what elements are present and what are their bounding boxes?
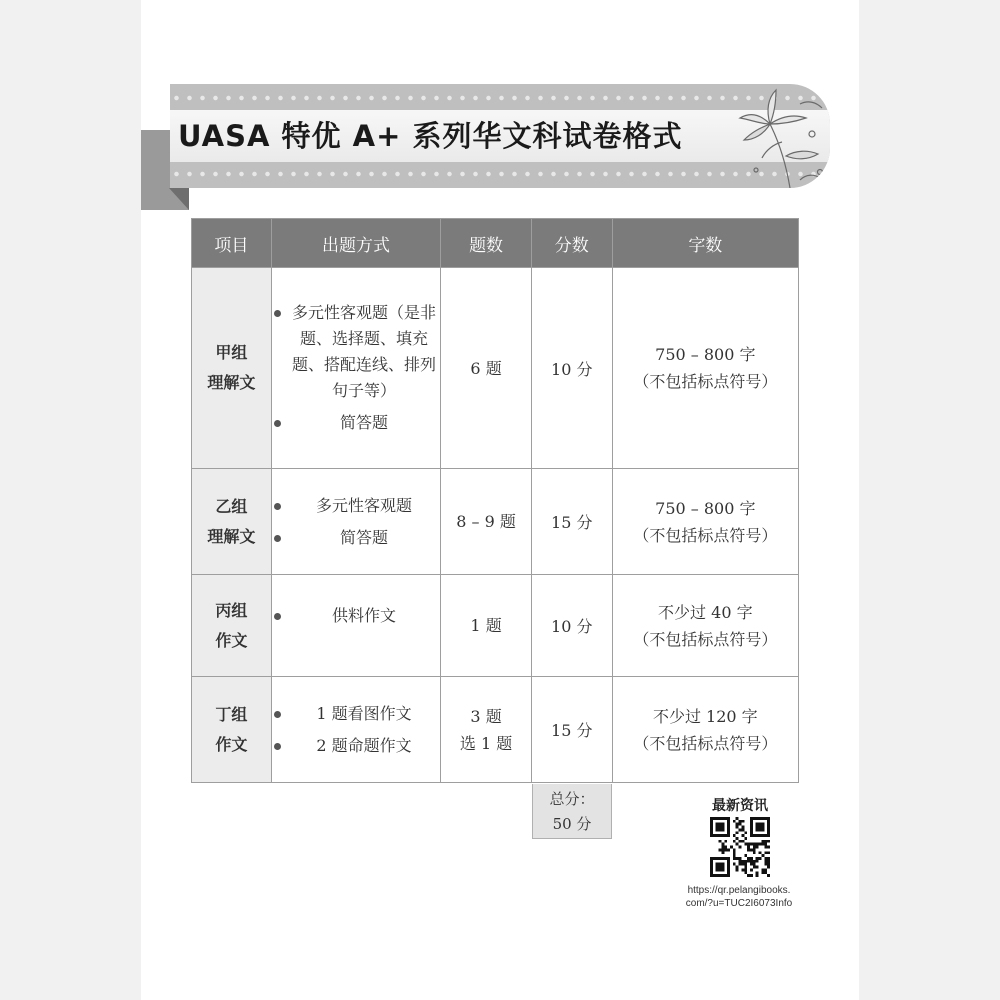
total-value: 50 分 <box>552 815 592 833</box>
count-cell: 6 题 <box>441 268 532 469</box>
words-cell: 750 – 800 字 （不包括标点符号） <box>612 268 798 469</box>
count-cell: 3 题 选 1 题 <box>441 677 532 783</box>
score-cell: 15 分 <box>531 469 612 575</box>
table-row <box>192 268 799 469</box>
method-cell <box>271 268 440 469</box>
total-label: 总分： <box>549 790 595 808</box>
score-cell: 10 分 <box>531 268 612 469</box>
table-row <box>192 677 799 783</box>
header-score: 分数 <box>531 219 612 268</box>
method-item: 2 题命题作文 <box>272 733 440 759</box>
score-cell: 10 分 <box>531 575 612 677</box>
method-item: 多元性客观题（是非题、选择题、填充题、搭配连线、排列句子等） <box>272 300 440 404</box>
table-row <box>192 575 799 677</box>
title-banner <box>170 84 830 188</box>
method-cell <box>271 469 440 575</box>
method-cell <box>271 575 440 677</box>
latest-news-title: 最新资讯 <box>712 798 768 814</box>
flower-decoration-icon <box>720 84 830 188</box>
method-item: 简答题 <box>272 525 440 551</box>
count-cell: 1 题 <box>441 575 532 677</box>
group-cell: 丙组 作文 <box>192 575 272 677</box>
words-cell: 不少过 120 字 （不包括标点符号） <box>612 677 798 783</box>
header-item: 项目 <box>192 219 272 268</box>
qr-url[interactable]: https://qr.pelangibooks. com/?u=TUC2I6073Info <box>685 885 793 909</box>
header-words: 字数 <box>612 219 798 268</box>
score-cell: 15 分 <box>531 677 612 783</box>
table-row <box>192 469 799 575</box>
page-title: UASA 特优 A+ 系列华文科试卷格式 <box>178 119 683 153</box>
header-count: 题数 <box>441 219 532 268</box>
exam-format-table <box>191 218 799 783</box>
table-header-row <box>192 219 799 268</box>
method-item: 1 题看图作文 <box>272 701 440 727</box>
total-score-box <box>532 784 612 839</box>
group-cell: 甲组 理解文 <box>192 268 272 469</box>
words-cell: 750 – 800 字 （不包括标点符号） <box>612 469 798 575</box>
method-item: 简答题 <box>272 410 440 436</box>
qr-code-icon[interactable] <box>710 817 770 877</box>
method-item: 多元性客观题 <box>272 493 440 519</box>
method-cell <box>271 677 440 783</box>
count-cell: 8 – 9 题 <box>441 469 532 575</box>
group-cell: 丁组 作文 <box>192 677 272 783</box>
words-cell: 不少过 40 字 （不包括标点符号） <box>612 575 798 677</box>
method-item: 供料作文 <box>272 603 440 629</box>
group-cell: 乙组 理解文 <box>192 469 272 575</box>
header-method: 出题方式 <box>271 219 440 268</box>
